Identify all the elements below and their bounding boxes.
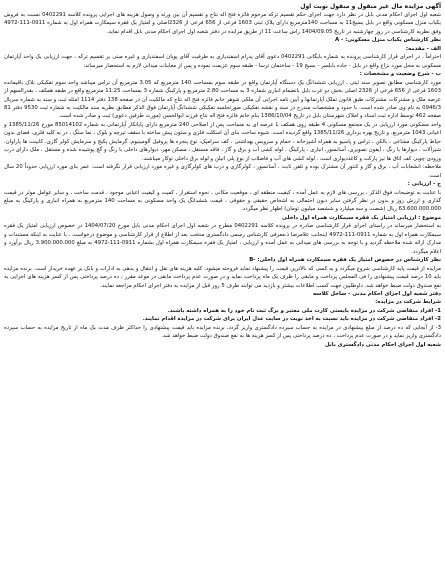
notice-intro: شعبه اول اجرای احکام مدنی بابل در نظر دارد جهت اجرای حکم تقسیم ترکه مرحوم فائزه فتح اله نتاج و تقسیم آن بین ورثه و وصول هزینه های اجرایی پرونده کلاسه 0402291 نسبت به فروش یکباب منزل مسکونی واقع در بابل بسیج11 به مساحت 140مترمربع دارای پلاک ثبتی 1603 فرعی از 656 فرعی از 2326اصلی و امتیاز یک فقره سیمکارت همراه اول به شماره 0911-111-4972 وفق نظریه کارشناسی در روز چهارشنبه در تاریخ 1404/09.05 راس ساعت 11 از طریق مزایده در دفتر شعبه اول اجرای احکام مدنی بابل اقدام نماید. (4, 12, 442, 35)
condition-1: 1- افراد متقاضی شرکت در مزایده بایستی کارت ملی معتبر و برگ ثبت نام خود را به همراه داشته باشند. (167, 307, 441, 314)
conditions-title: شرایط شرکت در مزایده: (375, 299, 441, 306)
section-a-intro-heading: الف - مقدمه: (405, 45, 441, 52)
valuation-paragraph: با عنایت به توضیحات فوق الذکر ، بررسی های لازم به عمل آمده ، کیفیت منطقه ای ، موقعیت مکانی ، نحوه استقرار ، کمیت و کیفیت اعیانی موجود ، قدمت ساخت ، و سایر عوامل موثر در قیمت گذاری و ارزش روز و بدون در نظر گرفتن سایر دیون احتمالی به اشخاص حقیقی و حقوقی ، قیمت ششدانگ یک واحد مسکونی به مساحت 140 مترمربع به همراه انباری و پارکینگ به مبلغ 63.600.000.000 ریال (شصت و سه میلیارد و ششصد میلیون تومان) اظهار نظر میگردد. (4, 189, 441, 213)
building-description: واحد مسکونی مورد ارزیابی در یک مجتمع مسکونی 4 طبقه روی همکف با عرصه ای به مساحت پس از اصلاحی 240 مترمربع دارای پایانکار آپارتمانی به شماره 85014102 مورخ 1385/11/26 و اعیانی 1043 مترمربع. و تاریخ بهره برداری 1385/11/26 واقع گردیده است. شیوه ساخت بنای آن اسکلت فلزی و ستون پیش ساخته با سقف تیرچه و بلوک ، نما سنگ ، در به کلید فلزی، فضای بدون حیاط پارکینگ مشاعی ، بالکن ، تراس و پاسیو به همراه آشپزخانه ، حمام و سرویس بهداشتی ، کف سرامیک، نوع پنجره ها پروفیل آلومینیوم، گرمایش پکیج و سرمایش کولر گازی، کابینت ها پاراوان. شیرآلات ، دیوارها با رنگ ، آیفون تصویری، آسانسور، انباری ، پارکینگ ، لوله کشی آب و برق و گاز ، فاقد مستقل ، مسکن مهر، دیوارهای داخلی با رنگ و گچ پوشیده شده و مستقل ، ملک دارای درب ورودی چوبی کف اتاق ها نیز پارکت و کاغذدیواری است . لوله کشی های آب و فاضلاب از نوع پلی اتیلن و لوله برق داخلی توکار میباشند. (4, 121, 442, 162)
property-description: مورد کارشناسی مطابق تصویر سند ثبتی ، ارزیابی ششدانگ یک دستگاه آپارتمان واقع در طبقه سوم بمساحت 140 مترمربع که 3.05 مترمربع آن تراس میباشد واحد سوم تفکیکی بلاک باقیمانده 1603 فرعی از 656 فرعی از 2326 اصلی بخش دو غرب بابل بانضمام انباری شماره 3 به مساحت 2.80 مترمربع و پارکینگ شماره 3 بمساحت 11.25 مترمربع واقع در طبقه همکف ، بقدرالسهم از عرصه ملک و مشترکات مشترکات طبق قانون تملک آپارتمانها و آیین نامه اجرایی آن ملکی شوهر خانم فائزه فتح اله نتاج که مالکیت آن در صفحه 138 دفتر 1114 امثله ثبت و سند به شماره سریال 0946/3 به نام وی صادر شده است. با حدود و مشخصات مندرج در سند و نقشه تفکیکی صورتجلسه تفکیکی ششدانگ آپارتمان فوق الذکر مطابق نظریه سند مالکیت به شماره ثبت 9530 دفتر 81 صفحه 462 توسط اداره ثبت اسناد و املاک شهرستان بابل در تاریخ 1386/10/04 بنام خانم فائزه فتح اله نتاج فرزند ابوالحسن (مورث طرفین دعوی) ثبت و صادر شده است. (4, 79, 442, 120)
note-paragraph: ملاحظه: انشعابات آب ، برق و گاز و کنتور آن مشترک بوده و تلفن ثابت ، آسانسور ، کولرگازی و درب های کولرگازی و غیره مورد ارزیابی قرار نگرفته است. عمر بنای مورد ارزیابی حدوداً 20 سال است. (4, 164, 442, 179)
sim-subject: موضوع : ارزیابی امتیاز یک فقره سیمکارت همراه اول داخلی (282, 214, 441, 221)
condition-3: 3- از آنجایی که ده درصد از مبلغ پیشنهادی در مزایده به حساب سپرده دادگستری واریز گردد، برنده مزایده باید قیمت پیشنهادی را حداکثر ظرف مدت یک ماه از تاریخ مزایده به حساب سپرده دادگستری واریز نماید و در صورت عدم پرداخت ، ده درصد پرداختی پس از کسر هزینه ها به نفع صندوق دولت ضبط خواهد شد. (4, 324, 441, 340)
notice-title: آگهی مزایده مال غیر منقول و منقول نوبت اول (300, 3, 441, 10)
section-c-heading: ج - ارزیابی : (407, 181, 441, 188)
condition-2: 2- افراد متقاضی شرکت در مزایده باید نسبت به اخذ نوبت در سایت عدل ایران برای شرکت در مزایده اقدام نمایند. (142, 316, 441, 323)
section-b-heading: ب - شرح وضعیت و مشخصات : (359, 71, 441, 78)
closing-signature: شعبه اول اجرای احکام مدنی دادگستری بابل (325, 341, 441, 348)
sim-valuation-paragraph: به استحضار میرساند در راستای اجرای قرار کارشناسی صادره در پرونده کلاسه 0402291 مطرح در شعبه اول اجرای احکام مدنی بابل مورخ 1404/07/20 در خصوص ارزیابی امتیاز یک فقره سیمکارت همراه اول به شماره 0911-111-4972 اینجانب علامرضا ذ.معرفی کارشناس رسمی دادگستری منتخب بعد از اطلاع از قرار کارشناسی و موضوع درخواست ، با عنایت به اینکه مستندات و مدارک ارائه شده ملاحظه گردید و با توجه به بررسی های میدانی به عمل آمده و ارزیابی ، امتیاز یک فقره سیمکارت همراه اول بشماره 0911-111-4972 به مبلغ 3.900.000.000 ریال برآورد و اعلام میگردد. (4, 223, 442, 255)
intro-paragraph: احتراماً ، در اجرای قرار کارشناسی پرونده به شماره بایگانی 0402291 دعوی آقای پدرام اسفندیاری به طرفیت آقای پویان اسفندیاری و غیره مبنی بر تقسیم ترکه ، جهت ارزیابی یک واحد آپارتمان مسکونی به محل مورد نزاع واقع در بابل - جاده بابلسر - بسیج 19 - ساختمان ترسا - طبقه سوم عزیمت نموده و پس از معاینات میدانی لازم به استحضار میرساند: (4, 54, 441, 69)
section-b-sim-heading: نظر کارشناس در خصوص امتیاز یک فقره سیمکارت همراه اول داخلی: -B (249, 257, 441, 264)
office-line: دفتر شعبه اول اجرای احکام مدنی - ساحل کلاسه (312, 290, 441, 297)
section-a-heading: نظر کارشناس یکباب منزل مسکونی: - A (335, 37, 441, 44)
auction-rules-paragraph: مزایده از قیمت پایه کارشناسی شروع میگردد و به کسی که بالاترین قیمت را پیشنهاد نماید فروخته میشود. کلیه هزینه های نقل و انتقال و بدهی به ادارات و بانک بر عهده خریدار است. برنده مزایده باید 10 درصد قیمت پیشنهادی را فی المجلس پرداخت و مابقی را ظرف یک ماه پرداخت نماید و در صورت عدم پرداخت مابقی در موعد مقرر ، ده درصد پرداختی پس از کسر هزینه های اجرایی به نفع صندوق دولت ضبط خواهد شد. داوطلبین جهت کسب اطلاعات بیشتر و بازدید می توانند ظرف 5 روز قبل از مزایده به دفتر اجرای احکام مراجعه نمایند. (4, 265, 442, 289)
